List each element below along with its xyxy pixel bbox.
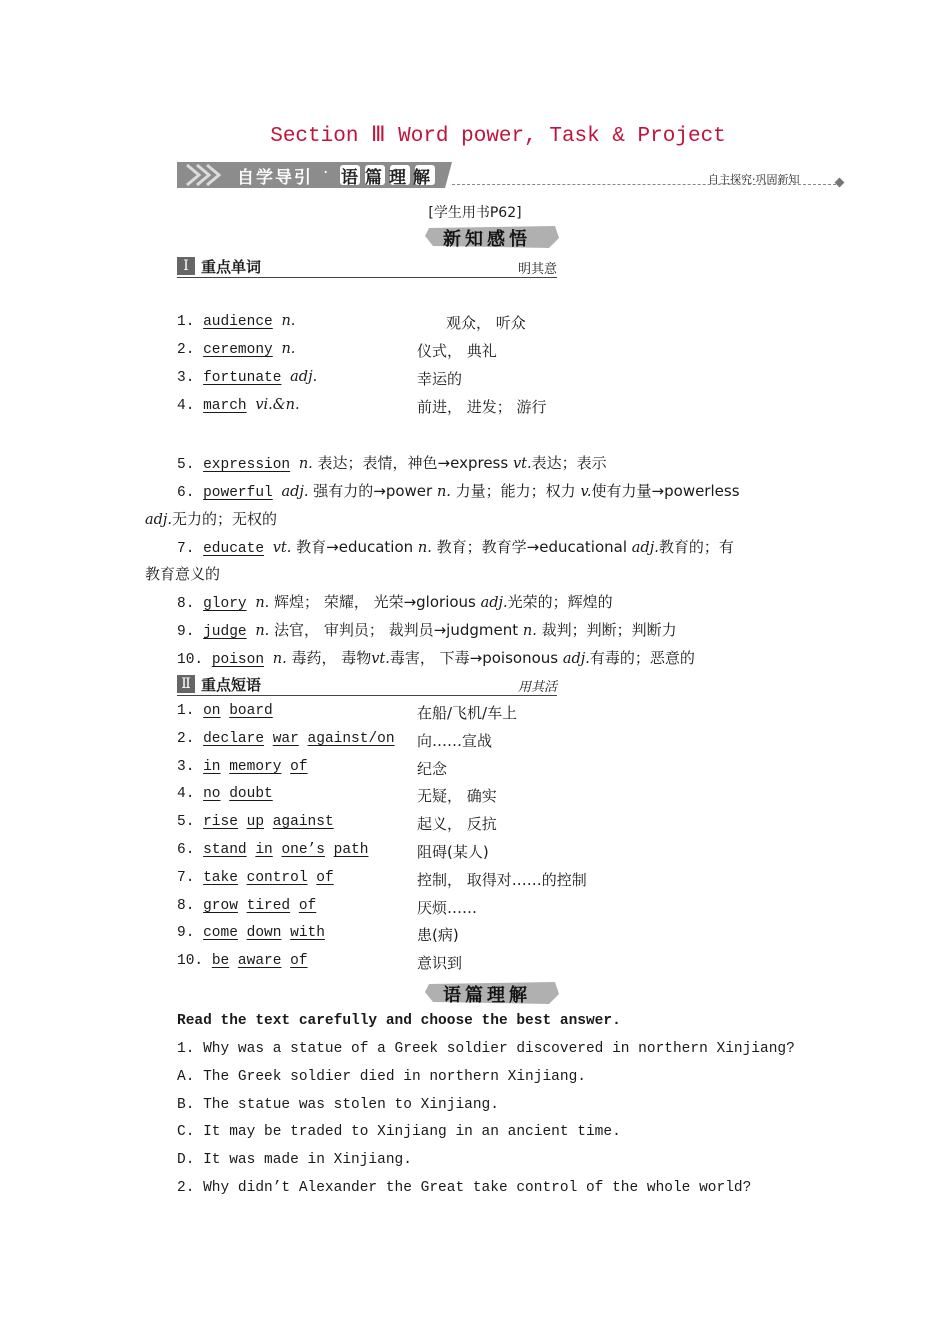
section-label: 重点单词 — [201, 258, 262, 276]
subhead-text: 新知感悟 — [443, 229, 531, 250]
phrase-number: 2. — [177, 730, 204, 747]
phrase-word: of — [290, 758, 308, 775]
section-hint: 明其意 — [517, 262, 557, 277]
phrase-word: aware — [237, 953, 282, 970]
word-term: judge — [203, 624, 247, 640]
reading-instruction: Read the text carefully and choose the best answer. — [177, 1013, 621, 1029]
word-row — [177, 313, 295, 330]
word-row — [177, 591, 613, 612]
phrase-word: tired — [246, 897, 291, 914]
reading-line: A. The Greek soldier died in northern Xinjiang. — [177, 1068, 586, 1085]
banner-left-label: 自学导引 — [237, 168, 313, 188]
section-hint: 用其活 — [517, 680, 557, 695]
phrase-row — [177, 870, 334, 886]
reading-line: 1. Why was a statue of a Greek soldier discovered in northern Xinjiang? — [177, 1041, 795, 1057]
word-pos: adj. — [145, 512, 173, 528]
phrase-word: path — [333, 842, 369, 858]
section-banner — [177, 162, 452, 188]
word-number: 6. — [177, 485, 204, 501]
phrase-number: 5. — [177, 814, 204, 831]
word-number: 10. — [177, 652, 212, 668]
word-definition: 表达；表示 — [531, 454, 607, 472]
word-term: expression — [203, 457, 291, 473]
phrase-meaning: 在船/飞机/车上 — [417, 704, 518, 722]
phrase-word: be — [211, 953, 230, 970]
word-row — [177, 452, 607, 473]
phrase-row — [177, 953, 308, 969]
word-pos: adj. — [480, 595, 508, 611]
word-row — [177, 647, 695, 668]
word-row — [177, 369, 317, 386]
word-pos: adj. — [290, 369, 318, 385]
word-pos: vt. — [512, 456, 532, 472]
word-meaning: 观众， 听众 — [446, 314, 526, 332]
word-number: 4. — [177, 398, 204, 414]
word-pos: n. — [272, 651, 287, 667]
phrase-meaning: 患(病) — [417, 926, 459, 945]
word-pos: adj. — [281, 484, 309, 500]
phrase-word: come — [203, 925, 238, 942]
word-number: 3. — [177, 370, 204, 386]
word-term: educate — [203, 541, 265, 557]
diamond-icon — [835, 178, 845, 188]
phrase-word: grow — [203, 897, 238, 914]
subhead-new-knowledge — [425, 224, 560, 250]
word-pos: v. — [580, 484, 592, 500]
word-row — [177, 536, 734, 557]
phrase-word: doubt — [229, 786, 273, 803]
phrase-word: in — [255, 842, 273, 858]
phrase-word: in — [203, 758, 221, 775]
word-term: fortunate — [203, 370, 282, 386]
word-definition: 辉煌； 荣耀， 光荣→glorious — [269, 593, 481, 611]
word-definition: 表达；表情，神色→express — [312, 454, 513, 472]
word-number: 2. — [177, 342, 204, 358]
phrase-number: 8. — [177, 897, 204, 914]
word-number: 5. — [177, 457, 204, 473]
phrase-row — [177, 925, 325, 941]
phrase-word: declare — [203, 730, 265, 747]
word-number: 1. — [177, 314, 204, 330]
word-term: glory — [203, 596, 247, 612]
banner-right-label: 自主探究·巩固新知 — [708, 173, 800, 186]
word-row — [177, 341, 295, 358]
word-pos: adj. — [631, 540, 659, 556]
word-definition: 光荣的；辉煌的 — [507, 593, 613, 611]
banner-separator: · — [323, 163, 329, 183]
phrase-word: with — [290, 925, 325, 942]
section-number: Ⅰ — [177, 257, 195, 275]
word-pos: vi.&n. — [255, 397, 300, 413]
word-definition: 力量；能力；权力 — [450, 482, 581, 500]
word-term: audience — [203, 314, 273, 330]
phrase-word: board — [229, 703, 273, 719]
word-pos: n. — [522, 623, 537, 639]
banner-mid-label: 语篇理解 — [341, 168, 437, 188]
phrase-word: against/on — [307, 730, 395, 747]
word-number: 7. — [177, 541, 204, 557]
phrase-meaning: 无疑， 确实 — [417, 787, 497, 806]
subhead-text: 语篇理解 — [443, 985, 531, 1006]
phrase-meaning: 向……宣战 — [417, 731, 493, 750]
word-meaning: 幸运的 — [417, 370, 463, 388]
word-number: 8. — [177, 596, 204, 612]
phrase-word: against — [272, 814, 334, 831]
word-pos: n. — [298, 456, 313, 472]
word-definition: 教育的；有 — [658, 538, 734, 556]
reading-line: 2. Why didn’t Alexander the Great take control of the whole world? — [177, 1180, 752, 1196]
phrase-number: 6. — [177, 842, 204, 858]
word-definition: 使有力量→powerless — [591, 482, 740, 500]
word-definition: 毒害， 下毒→poisonous — [389, 649, 563, 667]
word-pos: n. — [281, 341, 296, 357]
phrase-meaning: 阻碍(某人) — [417, 843, 489, 861]
word-term: powerful — [203, 485, 273, 501]
phrase-word: rise — [203, 814, 238, 831]
word-definition: 教育意义的 — [145, 565, 221, 583]
phrase-number: 10. — [177, 953, 212, 970]
phrase-row — [177, 703, 273, 719]
phrase-number: 3. — [177, 758, 204, 775]
word-pos: adj. — [562, 651, 590, 667]
phrase-word: stand — [203, 842, 247, 858]
phrase-word: take — [203, 869, 238, 886]
word-term: poison — [211, 652, 265, 668]
phrase-number: 1. — [177, 703, 204, 719]
reading-line: D. It was made in Xinjiang. — [177, 1152, 412, 1169]
phrase-number: 9. — [177, 925, 204, 942]
word-definition: 教育；教育学→educational — [431, 538, 632, 556]
phrase-number: 7. — [177, 869, 204, 886]
word-meaning: 前进， 进发； 游行 — [417, 398, 547, 416]
word-term: ceremony — [203, 342, 273, 358]
word-meaning: 仪式， 典礼 — [417, 342, 497, 360]
phrase-word: war — [272, 730, 299, 747]
section-key-phrases — [177, 675, 557, 696]
word-row — [177, 480, 740, 501]
phrase-meaning: 厌烦…… — [417, 898, 478, 917]
word-pos: n. — [281, 313, 296, 329]
page-title: Section Ⅲ Word power, Task & Project — [270, 125, 726, 148]
word-definition: 裁判；判断；判断力 — [536, 621, 677, 639]
word-definition: 毒药， 毒物 — [286, 649, 372, 667]
word-row — [177, 619, 677, 640]
phrase-meaning: 起义， 反抗 — [417, 815, 497, 834]
phrase-word: control — [246, 869, 308, 886]
section-number: Ⅱ — [177, 675, 195, 693]
word-term: march — [203, 398, 247, 414]
phrase-word: memory — [229, 758, 282, 775]
word-row-continued — [145, 563, 220, 584]
phrase-row — [177, 814, 334, 830]
phrase-word: down — [246, 925, 282, 942]
phrase-word: of — [290, 953, 308, 970]
book-reference: [学生用书P62] — [428, 205, 522, 221]
reading-line: C. It may be traded to Xinjiang in an ancient time. — [177, 1124, 621, 1141]
subhead-reading — [425, 980, 560, 1006]
phrase-word: up — [246, 814, 265, 831]
word-pos: vt. — [272, 540, 292, 556]
word-pos: n. — [436, 484, 451, 500]
phrase-number: 4. — [177, 786, 204, 803]
phrase-row — [177, 731, 395, 747]
phrase-meaning: 控制， 取得对……的控制 — [417, 870, 587, 889]
word-row — [177, 397, 300, 414]
word-definition: 有毒的；恶意的 — [589, 649, 695, 667]
word-definition: 教育→education — [291, 538, 418, 556]
phrase-word: on — [203, 703, 221, 719]
phrase-word: of — [316, 869, 334, 886]
word-definition: 法官， 审判员； 裁判员→judgment — [269, 621, 523, 639]
word-number: 9. — [177, 624, 204, 640]
word-row-continued — [145, 508, 277, 529]
section-label: 重点短语 — [201, 676, 262, 694]
word-pos: n. — [255, 623, 270, 639]
phrase-word: no — [203, 786, 221, 803]
phrase-row — [177, 842, 368, 858]
word-definition: 无力的；无权的 — [172, 510, 278, 528]
section-key-words — [177, 257, 557, 278]
word-pos: vt. — [371, 651, 390, 667]
phrase-word: one’s — [281, 842, 325, 858]
word-pos: n. — [255, 595, 270, 611]
phrase-word: of — [298, 897, 317, 914]
phrase-row — [177, 759, 308, 775]
phrase-meaning: 意识到 — [417, 954, 463, 973]
word-definition: 强有力的→power — [308, 482, 437, 500]
phrase-row — [177, 786, 273, 802]
reading-line: B. The statue was stolen to Xinjiang. — [177, 1096, 499, 1113]
word-pos: n. — [417, 540, 432, 556]
phrase-meaning: 纪念 — [417, 759, 448, 778]
phrase-row — [177, 898, 316, 914]
